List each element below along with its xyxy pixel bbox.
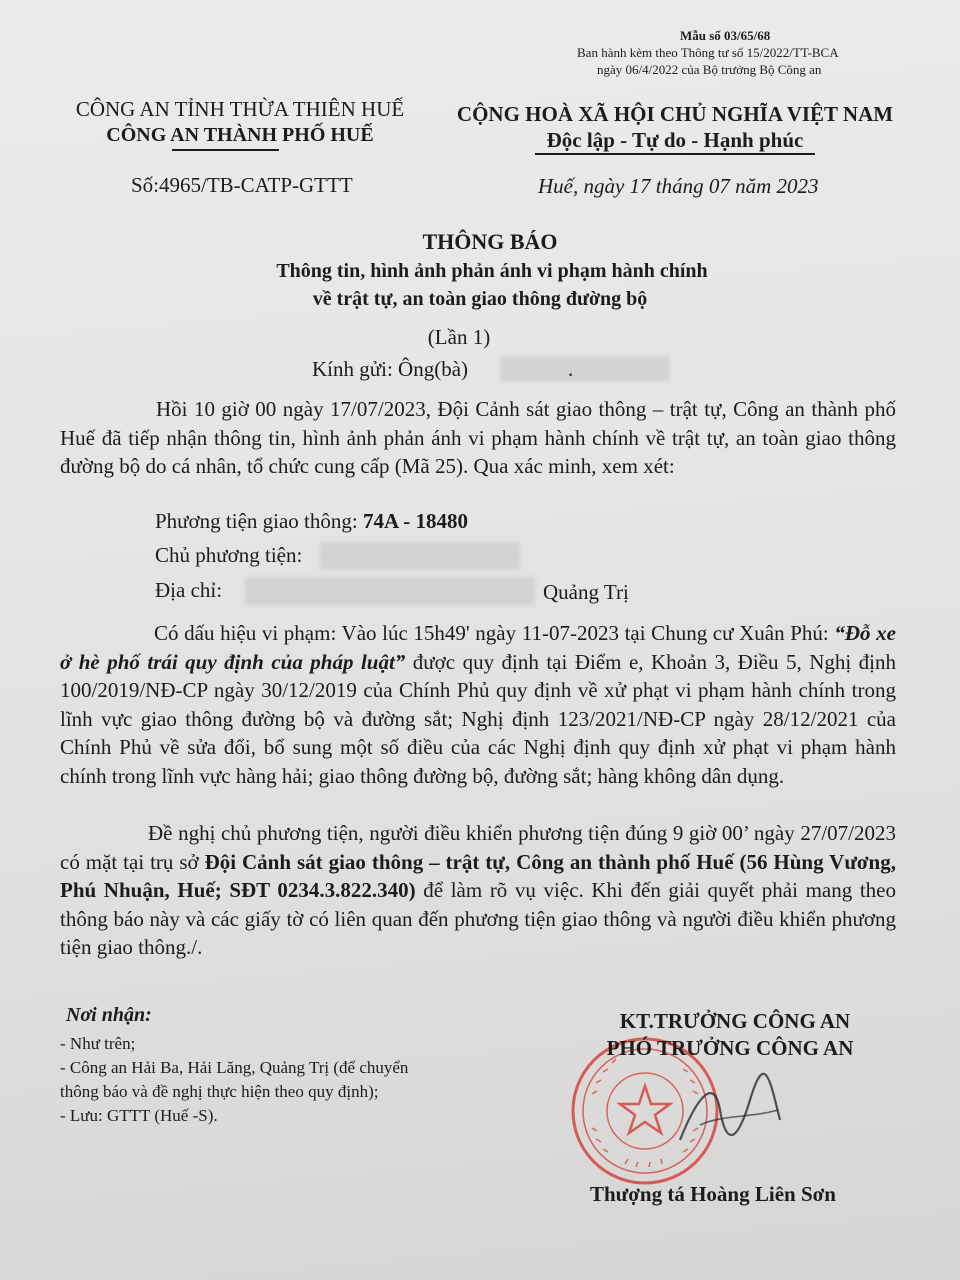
recipients-list <box>60 1032 408 1128</box>
notice-subtitle-line2: về trật tự, an toàn giao thông đường bộ <box>312 288 648 310</box>
recipient-item: thông báo và đề nghị thực hiện theo quy định); <box>60 1082 379 1101</box>
vehicle-label: Phương tiện giao thông: <box>155 509 358 533</box>
violation-paragraph <box>60 619 896 790</box>
document-number: Số:4965/TB-CATP-GTTT <box>131 173 353 197</box>
notice-occurrence: (Lần 1) <box>427 325 491 349</box>
notice-title: THÔNG BÁO <box>422 229 558 254</box>
recipients-title: Nơi nhận: <box>66 1004 152 1026</box>
recipient-item: - Lưu: GTTT (Huế -S). <box>60 1106 218 1125</box>
request-prefix: Đề nghị chủ phương tiện, người điều khiển phương tiện đúng 9 giờ 00’ ngày 27/07/2023 có mặt tại trụ sở <box>60 821 896 874</box>
motto-underline <box>535 153 815 155</box>
national-motto: Độc lập - Tự do - Hạnh phúc <box>546 128 804 152</box>
agency-underline <box>172 149 279 151</box>
owner-redaction <box>320 542 520 570</box>
signature-title-line1: KT.TRƯỞNG CÔNG AN <box>619 1009 851 1033</box>
form-issued-line2: ngày 06/4/2022 của Bộ trưởng Bộ Công an <box>597 62 822 77</box>
notice-subtitle-line1: Thông tin, hình ảnh phản ánh vi phạm hành chính <box>276 260 708 282</box>
recipient-item: - Công an Hải Ba, Hải Lăng, Quảng Trị (để chuyển <box>60 1058 409 1077</box>
addressee-label: Kính gửi: Ông(bà) <box>312 357 469 381</box>
address-tail: Quảng Trị <box>543 580 629 604</box>
agency-parent: CÔNG AN TỈNH THỪA THIÊN HUẾ <box>75 97 405 121</box>
national-title: CỘNG HOÀ XÃ HỘI CHỦ NGHĨA VIỆT NAM <box>456 102 894 126</box>
form-number: Mẫu số 03/65/68 <box>680 28 771 43</box>
violation-prefix: Có dấu hiệu vi phạm: Vào lúc 15h49' ngày 11-07-2023 tại Chung cư Xuân Phú: <box>154 621 835 645</box>
violation-quote: “Đỗ xe ở hè phố trái quy định của pháp luật” <box>60 621 896 674</box>
address-redaction <box>245 577 535 605</box>
agency-name: CÔNG AN THÀNH PHỐ HUẾ <box>106 124 374 146</box>
request-place: Đội Cảnh sát giao thông – trật tự, Công an thành phố Huế (56 Hùng Vương, Phú Nhuận, Huế; SĐT 0234.3.822.340) <box>60 849 896 902</box>
intro-paragraph: Hồi 10 giờ 00 ngày 17/07/2023, Đội Cảnh sát giao thông – trật tự, Công an thành phố Huế đã tiếp nhận thông tin, hình ảnh phản ánh vi phạm hành chính về trật tự, an toàn giao thông đường bộ do cá nhân, tổ chức cung cấp (Mã 25). Qua xác minh, xem xét: <box>60 397 896 478</box>
recipient-item: - Như trên; <box>60 1034 136 1053</box>
place-date: Huế, ngày 17 tháng 07 năm 2023 <box>538 174 819 198</box>
form-issued-line1: Ban hành kèm theo Thông tư số 15/2022/TT-BCA <box>577 45 839 60</box>
violation-suffix: được quy định tại Điểm e, Khoản 3, Điều 5, Nghị định 100/2019/NĐ-CP ngày 30/12/2019 của Chính Phủ quy định về xử phạt vi phạm hành chính trong lĩnh vực giao thông đường bộ và đường sắt; Nghị định 123/2021/NĐ-CP ngày 28/12/2021 của Chính Phủ về sửa đổi, bổ sung một số điều của các Nghị định quy định xử phạt vi phạm hành chính trong lĩnh vực hàng hải; giao thông đường bộ, đường sắt; hàng không dân dụng. <box>60 649 897 788</box>
owner-label: Chủ phương tiện: <box>155 543 303 567</box>
addressee-redaction <box>500 356 670 382</box>
address-label: Địa chỉ: <box>155 578 223 602</box>
vehicle-plate: 74A - 18480 <box>362 509 468 533</box>
vehicle-line <box>155 509 468 534</box>
handwritten-signature <box>660 1070 800 1160</box>
addressee-end: . <box>568 357 574 381</box>
request-paragraph <box>60 819 896 962</box>
signer-name: Thượng tá Hoàng Liên Sơn <box>590 1182 836 1206</box>
signature-title-line2: PHÓ TRƯỞNG CÔNG AN <box>606 1036 854 1060</box>
request-suffix: để làm rõ vụ việc. Khi đến giải quyết phải mang theo thông báo này và các giấy tờ có liên quan đến phương tiện giao thông và người điều khiển phương tiện giao thông./. <box>60 878 897 959</box>
